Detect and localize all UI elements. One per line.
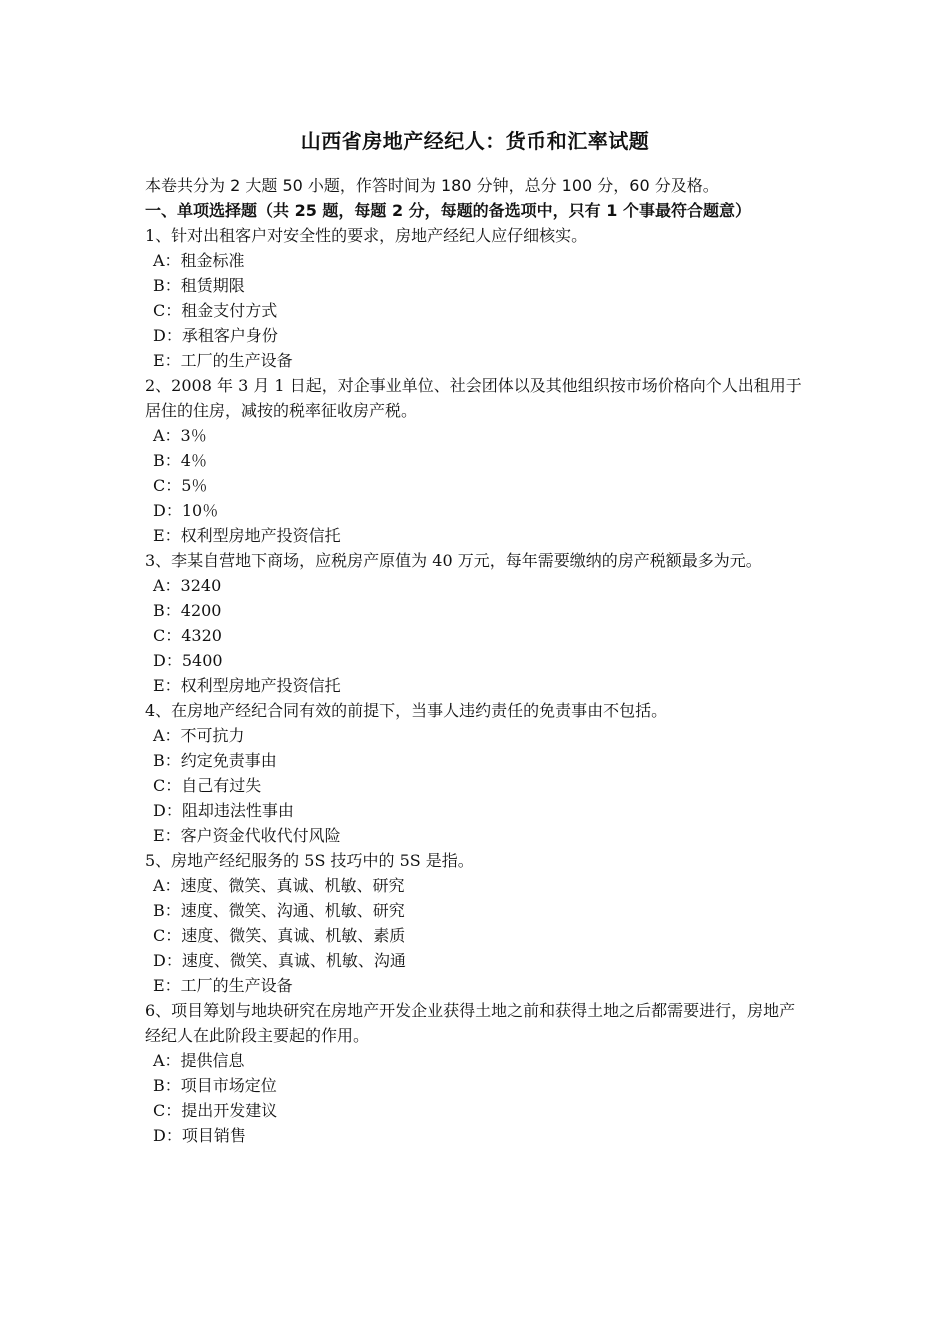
question-text: 6、项目筹划与地块研究在房地产开发企业获得土地之前和获得土地之后都需要进行，房地产经纪人在此阶段主要起的作用。: [145, 1001, 796, 1045]
option-a: A：不可抗力: [153, 726, 245, 745]
option-b: B：4200: [153, 601, 222, 620]
option-e: E：权利型房地产投资信托: [153, 526, 341, 545]
option-a: A：3％: [153, 426, 207, 445]
question-text: 3、李某自营地下商场，应税房产原值为 40 万元，每年需要缴纳的房产税额最多为元。: [145, 551, 762, 570]
option-e: E：权利型房地产投资信托: [153, 676, 341, 695]
option-b: B：租赁期限: [153, 276, 245, 295]
option-a: A：提供信息: [153, 1051, 245, 1070]
option-e: E：工厂的生产设备: [153, 976, 293, 995]
question-block: [145, 848, 810, 998]
question-text: 5、房地产经纪服务的 5S 技巧中的 5S 是指。: [145, 851, 474, 870]
option-d: D：速度、微笑、真诚、机敏、沟通: [153, 951, 406, 970]
document-title: 山西省房地产经纪人：货币和汇率试题: [300, 129, 650, 153]
question-text: 4、在房地产经纪合同有效的前提下，当事人违约责任的免责事由不包括。: [145, 701, 668, 720]
option-b: B：4％: [153, 451, 207, 470]
document-body: [145, 173, 810, 1148]
question-block: [145, 998, 810, 1148]
question-text: 2、2008 年 3 月 1 日起，对企事业单位、社会团体以及其他组织按市场价格向个人出租用于居住的住房，减按的税率征收房产税。: [145, 376, 802, 420]
section-heading: 一、单项选择题（共 25 题，每题 2 分，每题的备选项中，只有 1 个事最符合题意）: [145, 201, 751, 220]
option-a: A：租金标准: [153, 251, 245, 270]
option-c: C：速度、微笑、真诚、机敏、素质: [153, 926, 406, 945]
question-block: [145, 698, 810, 848]
question-block: [145, 373, 810, 548]
option-b: B：速度、微笑、沟通、机敏、研究: [153, 901, 405, 920]
option-c: C：4320: [153, 626, 222, 645]
option-d: D：项目销售: [153, 1126, 246, 1145]
option-c: C：5％: [153, 476, 208, 495]
option-e: E：客户资金代收代付风险: [153, 826, 341, 845]
question-block: [145, 223, 810, 373]
exam-intro: 本卷共分为 2 大题 50 小题，作答时间为 180 分钟，总分 100 分，60 分及格。: [145, 176, 719, 195]
option-d: D：阻却违法性事由: [153, 801, 294, 820]
option-b: B：项目市场定位: [153, 1076, 277, 1095]
option-d: D：10％: [153, 501, 219, 520]
question-text: 1、针对出租客户对安全性的要求，房地产经纪人应仔细核实。: [145, 226, 588, 245]
option-a: A：3240: [153, 576, 222, 595]
option-e: E：工厂的生产设备: [153, 351, 293, 370]
option-c: C：租金支付方式: [153, 301, 278, 320]
option-c: C：自己有过失: [153, 776, 262, 795]
option-a: A：速度、微笑、真诚、机敏、研究: [153, 876, 405, 895]
question-block: [145, 548, 810, 698]
option-b: B：约定免责事由: [153, 751, 277, 770]
option-d: D：承租客户身份: [153, 326, 278, 345]
option-c: C：提出开发建议: [153, 1101, 278, 1120]
option-d: D：5400: [153, 651, 223, 670]
